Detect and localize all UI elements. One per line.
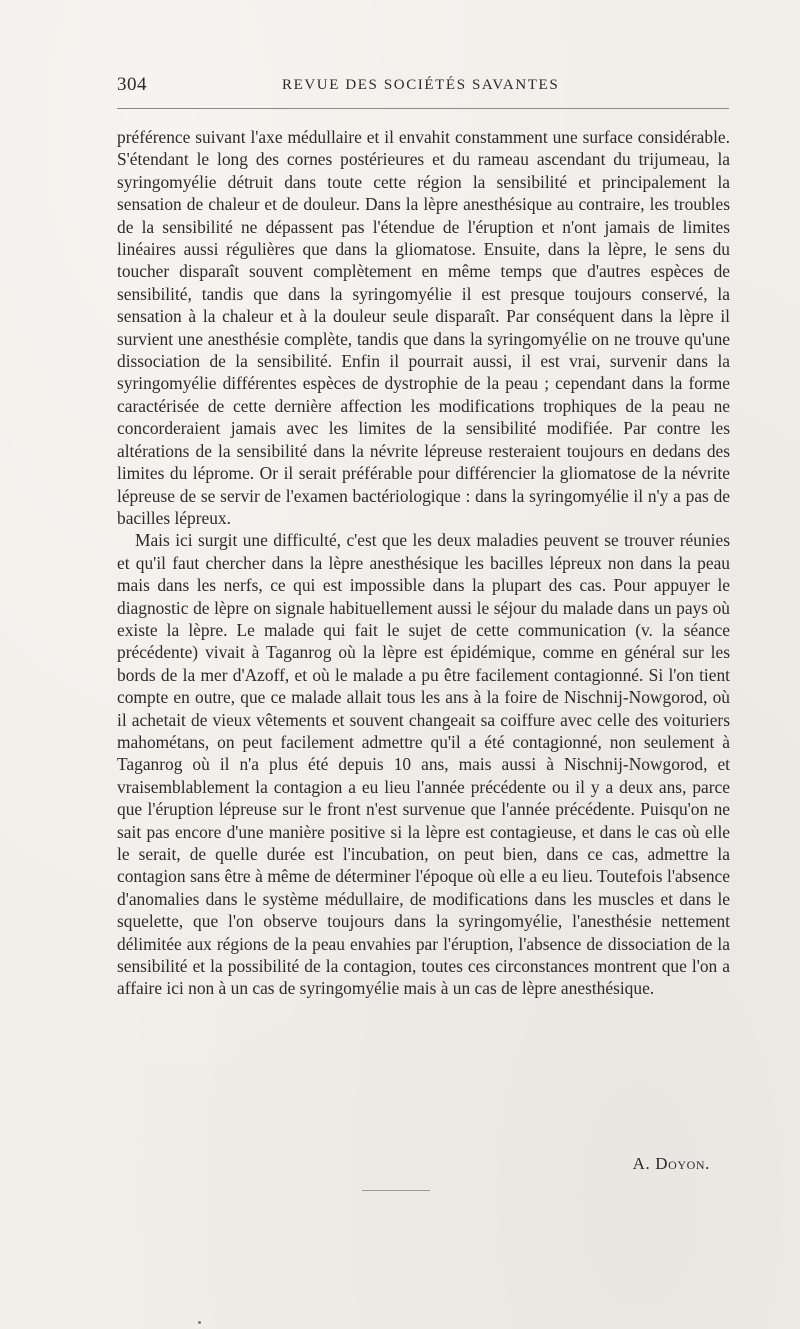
paragraph: préférence suivant l'axe médullaire et il envahit constamment une surface considérable. S'étendant le long des cornes postérieures et du rameau ascendant du trijumeau, la syringomyélie détruit dans toute cette région la sensibilité et principalement la sensation de chaleur et de douleur. Dans la lèpre anesthésique au contraire, les troubles de la sensibilité ne dépassent pas l'étendue de l'éruption et n'ont jamais de limites linéaires aussi régulières que dans la gliomatose. Ensuite, dans la lèpre, le sens du toucher disparaît souvent complètement en même temps que d'autres espèces de sensibilité, tandis que dans la syringomyélie il est presque toujours conservé, la sensation à la chaleur et à la douleur seule disparaît. Par conséquent dans la lèpre il survient une anesthésie complète, tandis que dans la syringomyélie on ne trouve qu'une dissociation de la sensibilité. Enfin il pourrait aussi, il est vrai, survenir dans la syringomyélie différentes espèces de dystrophie de la peau ; cependant dans la forme caractérisée de cette dernière affection les modifications trophiques de la peau ne concorderaient jamais avec les limites de la sensibilité modifiée. Par contre les altérations de la sensibilité dans la névrite lépreuse resteraient toujours en dedans des limites du léprome. Or il serait préférable pour différencier la gliomatose de la névrite lépreuse de se servir de l'examen bactériologique : dans la syringomyélie il n'y a pas de bacilles lépreux. [117,127,730,528]
author-initial: A. [632,1154,651,1173]
end-divider [362,1190,430,1191]
header-divider [117,108,729,109]
author-surname: Doyon. [655,1154,710,1173]
page-header [117,74,729,102]
paragraph: Mais ici surgit une difficulté, c'est que les deux maladies peuvent se trouver réunies et qu'il faut chercher dans la lèpre anesthésique les bacilles lépreux non dans la peau mais dans les nerfs, ce qui est impossible dans la plupart des cas. Pour appuyer le diagnostic de lèpre on signale habituellement aussi le séjour du malade dans un pays où existe la lèpre. Le malade qui fait le sujet de cette communication (v. la séance précédente) vivait à Taganrog où la lèpre est épidémique, comme en général sur les bords de la mer d'Azoff, et où le malade a pu être facilement contagionné. Si l'on tient compte en outre, que ce malade allait tous les ans à la foire de Nischnij-Nowgorod, où il achetait de vieux vêtements et souvent changeait sa coiffure avec celle des voituriers mahométans, on peut facilement admettre qu'il a été contagionné, non seulement à Taganrog où il n'a plus été depuis 10 ans, mais aussi à Nischnij-Nowgorod, et vraisemblablement la contagion a eu lieu l'année précédente ou il y a deux ans, parce que l'éruption lépreuse sur le front n'est survenue que l'année précédente. Puisqu'on ne sait pas encore d'une manière positive si la lèpre est contagieuse, et dans le cas où elle le serait, de quelle durée est l'incubation, on peut bien, dans ce cas, admettre la contagion sans être à même de déterminer l'époque où elle a eu lieu. Toutefois l'absence d'anomalies dans le système médullaire, de modifications dans les muscles et dans le squelette, que l'on observe toujours dans la syringomyélie, l'anesthésie nettement délimitée aux régions de la peau envahies par l'éruption, l'absence de dissociation de la sensibilité et la possibilité de la contagion, toutes ces circonstances montrent que l'on a affaire ici non à un cas de syringomyélie mais à un cas de lèpre anesthésique. [117,530,730,999]
running-title: REVUE DES SOCIÉTÉS SAVANTES [282,77,560,93]
page-number: 304 [117,74,147,95]
article-body [117,126,730,1000]
author-signature [560,1154,710,1174]
paper-speck [198,1321,201,1324]
